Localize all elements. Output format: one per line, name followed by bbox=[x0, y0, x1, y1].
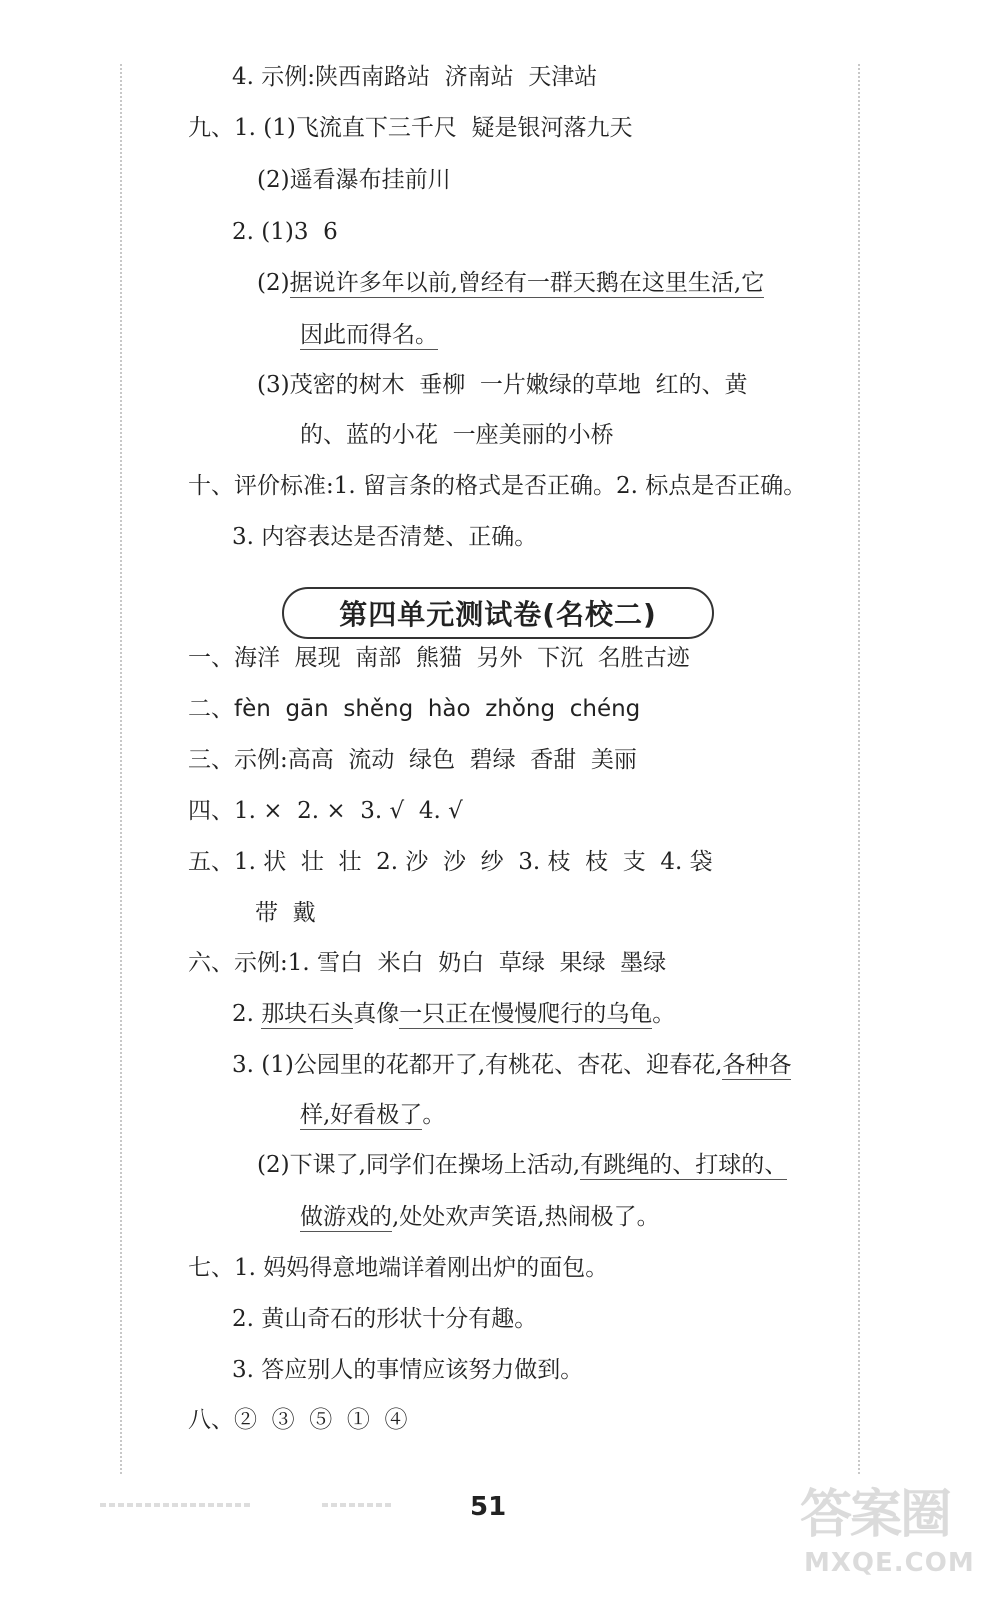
answer-line: (3)茂密的树木 垂柳 一片嫩绿的草地 红的、黄 bbox=[257, 372, 748, 398]
answer-line: 3. 内容表达是否清楚、正确。 bbox=[232, 524, 538, 550]
underlined-answer: 因此而得名。 bbox=[300, 322, 438, 348]
answer-line: 2. 那块石头真像一只正在慢慢爬行的乌龟。 bbox=[232, 1001, 676, 1027]
answer-line: 一、海洋 展现 南部 熊猫 另外 下沉 名胜古迹 bbox=[188, 645, 690, 671]
answer-line: 做游戏的,处处欢声笑语,热闹极了。 bbox=[300, 1204, 660, 1230]
answer-line: (2)据说许多年以前,曾经有一群天鹅在这里生活,它 bbox=[257, 270, 765, 296]
answer-line: 2. (1)3 6 bbox=[232, 219, 338, 245]
pinyin-answers: fèn gān shěng hào zhǒng chéng bbox=[234, 696, 641, 722]
answer-line: 3. 答应别人的事情应该努力做到。 bbox=[232, 1357, 584, 1383]
answer-line: 六、示例:1. 雪白 米白 奶白 草绿 果绿 墨绿 bbox=[188, 950, 667, 976]
section-title: 第四单元测试卷(名校二) bbox=[339, 598, 657, 631]
answer-line: 2. 黄山奇石的形状十分有趣。 bbox=[232, 1306, 538, 1332]
answer-line: 的、蓝的小花 一座美丽的小桥 bbox=[300, 422, 614, 448]
underlined-answer: 那块石头 bbox=[261, 1001, 354, 1027]
underlined-answer: 据说许多年以前,曾经有一群天鹅在这里生活,它 bbox=[289, 270, 765, 296]
answer-line: 十、评价标准:1. 留言条的格式是否正确。2. 标点是否正确。 bbox=[188, 473, 807, 499]
right-margin-rule bbox=[858, 64, 860, 1474]
answer-line: 九、1. (1)飞流直下三千尺 疑是银河落九天 bbox=[188, 115, 633, 141]
page-number: 51 bbox=[470, 1492, 507, 1522]
answer-line: 三、示例:高高 流动 绿色 碧绿 香甜 美丽 bbox=[188, 747, 637, 773]
watermark-logo-text: 答案圈 bbox=[800, 1485, 951, 1545]
answer-line: 二、fèn gān shěng hào zhǒng chéng bbox=[188, 696, 641, 722]
underlined-answer: 做游戏的 bbox=[300, 1204, 392, 1230]
answer-line: 带 戴 bbox=[255, 900, 316, 926]
answer-line: 3. (1)公园里的花都开了,有桃花、杏花、迎春花,各种各 bbox=[232, 1052, 792, 1078]
answer-line bbox=[300, 320, 438, 350]
answer-line: 七、1. 妈妈得意地端详着刚出炉的面包。 bbox=[188, 1255, 609, 1281]
watermark-logo bbox=[800, 1470, 990, 1590]
underlined-answer: 样,好看极了 bbox=[300, 1102, 423, 1128]
watermark-url: MXQE.COM bbox=[804, 1548, 975, 1578]
footer-faint-text bbox=[322, 1503, 392, 1507]
underlined-answer: 一只正在慢慢爬行的乌龟 bbox=[399, 1001, 653, 1027]
answer-line: 样,好看极了。 bbox=[300, 1102, 446, 1128]
answer-line: 五、1. 状 壮 壮 2. 沙 沙 纱 3. 枝 枝 支 4. 袋 bbox=[188, 849, 713, 875]
underlined-answer: 各种各 bbox=[722, 1052, 792, 1078]
answer-line: (2)下课了,同学们在操场上活动,有跳绳的、打球的、 bbox=[257, 1152, 788, 1178]
left-margin-rule bbox=[120, 64, 122, 1474]
answer-line: 八、② ③ ⑤ ① ④ bbox=[188, 1407, 408, 1433]
footer-faint-text bbox=[100, 1503, 250, 1507]
section-title-box bbox=[282, 587, 714, 639]
answer-line: (2)遥看瀑布挂前川 bbox=[257, 167, 451, 193]
underlined-answer: 有跳绳的、打球的、 bbox=[580, 1152, 788, 1178]
answer-line: 4. 示例:陕西南路站 济南站 天津站 bbox=[232, 64, 598, 90]
answer-line: 四、1. × 2. × 3. √ 4. √ bbox=[188, 798, 463, 824]
